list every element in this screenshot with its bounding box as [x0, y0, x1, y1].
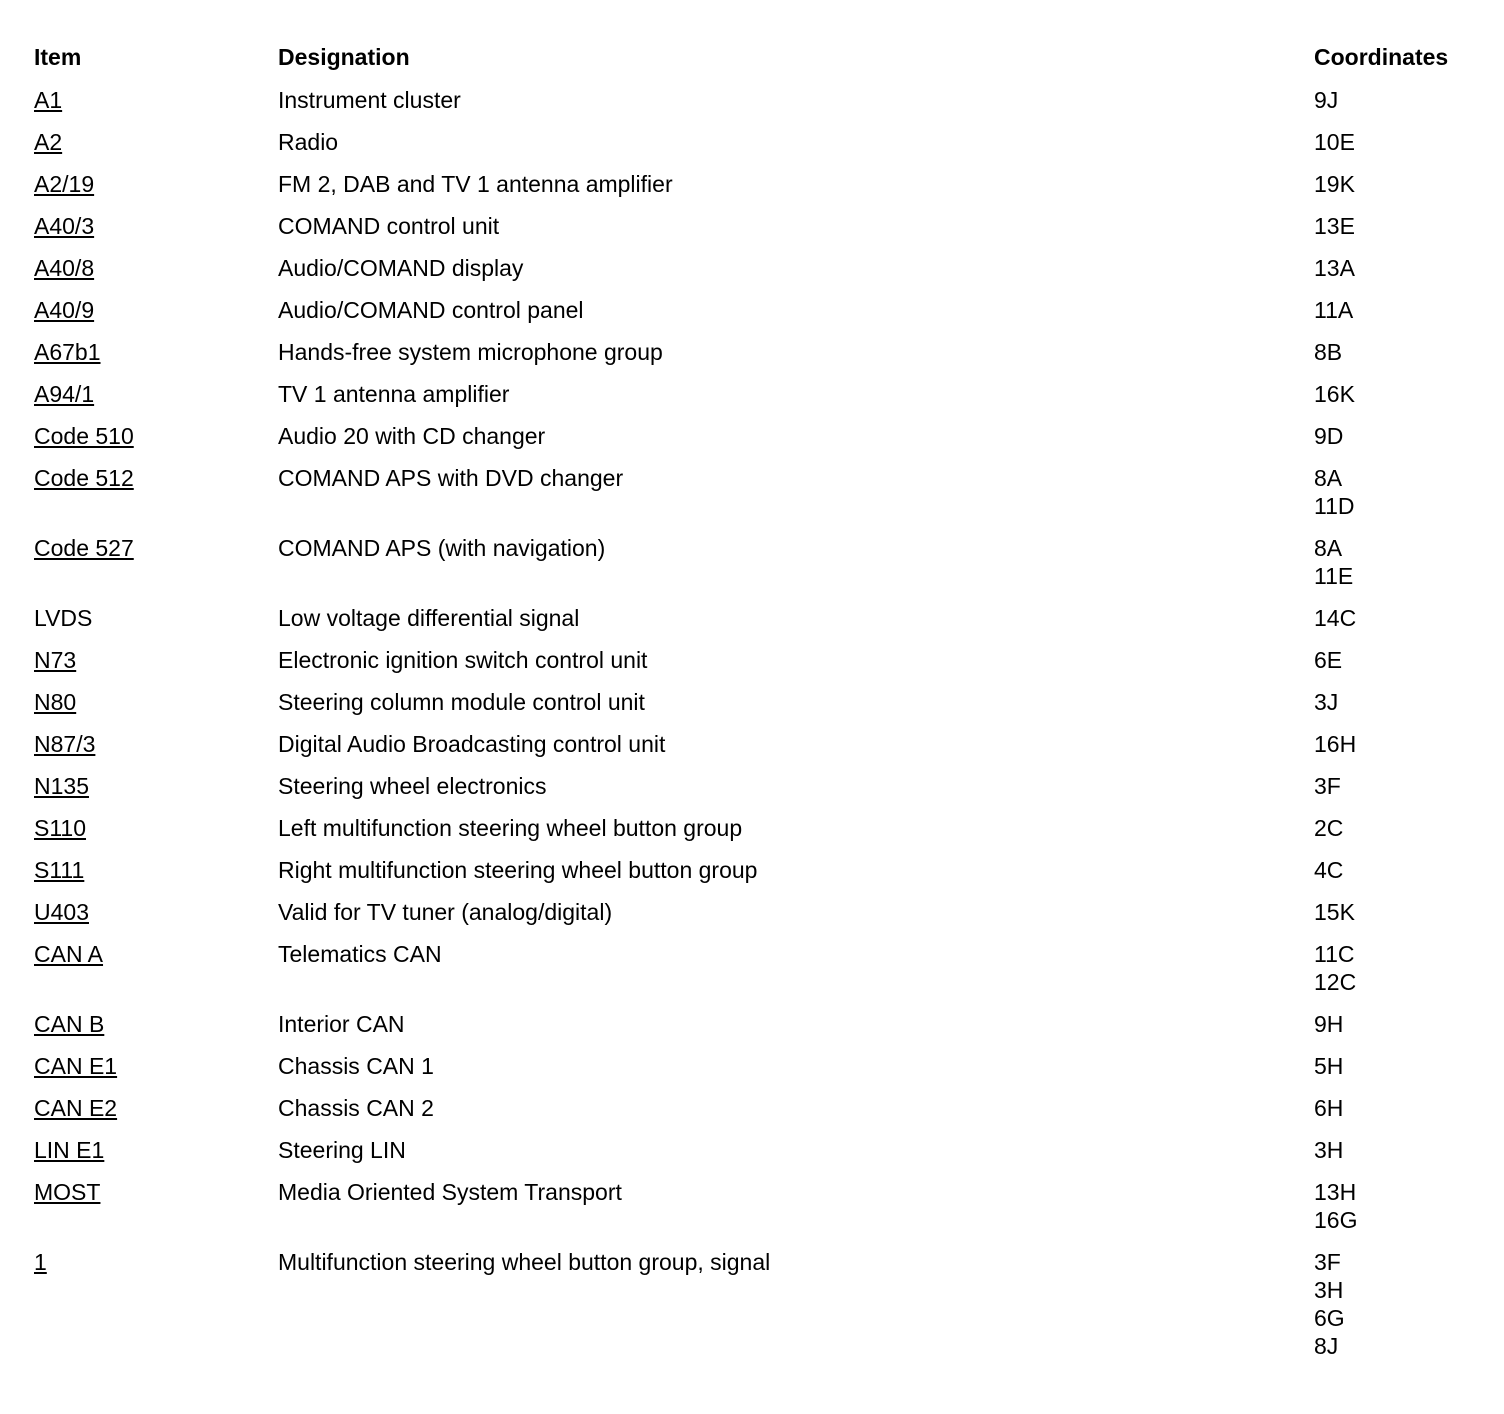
designation-cell: Audio/COMAND display: [278, 255, 524, 281]
coordinates-cell: [1314, 86, 1474, 114]
table-row: [34, 1177, 1474, 1247]
item-cell: [34, 1052, 278, 1080]
item-cell: [34, 464, 278, 492]
designation-cell: Media Oriented System Transport: [278, 1179, 622, 1205]
coordinate-value: 8A: [1314, 535, 1343, 561]
coordinates-cell: [1314, 170, 1474, 198]
item-link[interactable]: LIN E1: [34, 1137, 105, 1163]
item-link[interactable]: A2/19: [34, 171, 95, 197]
designation-cell: Multifunction steering wheel button group, signal: [278, 1249, 771, 1275]
designation-cell: Hands-free system microphone group: [278, 339, 663, 365]
item-link[interactable]: U403: [34, 899, 89, 925]
table-row: [34, 337, 1474, 379]
coordinates-cell: [1314, 212, 1474, 240]
header-coordinates: Coordinates: [1314, 44, 1449, 70]
coordinate-value: 16H: [1314, 731, 1357, 757]
coordinates-cell: [1314, 772, 1474, 800]
coordinate-value: 3H: [1314, 1277, 1344, 1303]
coordinates-cell: [1314, 688, 1474, 716]
item-cell: [34, 646, 278, 674]
coordinates-cell: [1314, 338, 1474, 366]
coordinates-cell: [1314, 1248, 1474, 1360]
designation-cell: Chassis CAN 1: [278, 1053, 434, 1079]
coordinates-cell: [1314, 1010, 1474, 1038]
item-cell: [34, 380, 278, 408]
table-row: [34, 1247, 1474, 1373]
item-cell: [34, 254, 278, 282]
table-row: [34, 421, 1474, 463]
coordinate-value: 9D: [1314, 423, 1344, 449]
coordinate-list: [1314, 338, 1474, 366]
designation-cell: Interior CAN: [278, 1011, 405, 1037]
table-row: [34, 127, 1474, 169]
coordinates-cell: [1314, 296, 1474, 324]
table-row: [34, 533, 1474, 603]
item-cell: [34, 688, 278, 716]
coordinate-list: [1314, 296, 1474, 324]
designation-cell: Audio/COMAND control panel: [278, 297, 584, 323]
item-cell: [34, 1010, 278, 1038]
coordinate-value: 8J: [1314, 1333, 1339, 1359]
coordinate-list: [1314, 534, 1474, 590]
coordinate-list: [1314, 1248, 1474, 1360]
item-cell: [34, 898, 278, 926]
coordinate-list: [1314, 128, 1474, 156]
coordinate-list: [1314, 380, 1474, 408]
item-link[interactable]: Code 527: [34, 535, 134, 561]
coordinate-list: [1314, 464, 1474, 520]
designation-cell: Steering LIN: [278, 1137, 406, 1163]
item-cell: [34, 338, 278, 366]
item-cell: [34, 422, 278, 450]
designation-cell: Audio 20 with CD changer: [278, 423, 546, 449]
coordinate-value: 16G: [1314, 1207, 1358, 1233]
item-cell: [34, 772, 278, 800]
coordinate-value: 11A: [1314, 297, 1354, 323]
coordinate-value: 6E: [1314, 647, 1343, 673]
item-cell: [34, 940, 278, 968]
coordinate-value: 3H: [1314, 1137, 1344, 1163]
item-link[interactable]: N87/3: [34, 731, 96, 757]
header-designation: Designation: [278, 44, 410, 70]
item-cell: [34, 1178, 278, 1206]
item-link[interactable]: S111: [34, 857, 85, 883]
designation-cell: Electronic ignition switch control unit: [278, 647, 648, 673]
item-cell: [34, 170, 278, 198]
designation-cell: Digital Audio Broadcasting control unit: [278, 731, 666, 757]
table-row: [34, 379, 1474, 421]
coordinate-value: 6G: [1314, 1305, 1345, 1331]
coordinate-list: [1314, 1052, 1474, 1080]
header-item: Item: [34, 44, 82, 70]
table-row: [34, 687, 1474, 729]
item-link[interactable]: S110: [34, 815, 87, 841]
coordinate-value: 3F: [1314, 773, 1341, 799]
table-row: [34, 645, 1474, 687]
coordinates-cell: [1314, 1178, 1474, 1234]
table-row: [34, 939, 1474, 1009]
item-link[interactable]: A40/3: [34, 213, 95, 239]
coordinate-list: [1314, 212, 1474, 240]
table-row: [34, 1009, 1474, 1051]
item-link[interactable]: CAN E1: [34, 1053, 118, 1079]
item-label: LVDS: [34, 605, 93, 631]
coordinates-cell: [1314, 1094, 1474, 1122]
coordinate-value: 15K: [1314, 899, 1355, 925]
coordinates-cell: [1314, 254, 1474, 282]
coordinate-value: 13E: [1314, 213, 1355, 239]
coordinate-value: 2C: [1314, 815, 1344, 841]
designation-cell: Instrument cluster: [278, 87, 461, 113]
item-cell: [34, 212, 278, 240]
designation-cell: Valid for TV tuner (analog/digital): [278, 899, 613, 925]
coordinate-value: 13A: [1314, 255, 1355, 281]
table-row: [34, 1135, 1474, 1177]
designation-cell: Steering wheel electronics: [278, 773, 547, 799]
item-link[interactable]: A40/8: [34, 255, 95, 281]
item-cell: [34, 296, 278, 324]
coordinates-cell: [1314, 730, 1474, 758]
coordinate-value: 16K: [1314, 381, 1355, 407]
coordinate-list: [1314, 1010, 1474, 1038]
item-cell: [34, 856, 278, 884]
coordinate-list: [1314, 254, 1474, 282]
coordinate-list: [1314, 422, 1474, 450]
designation-cell: Chassis CAN 2: [278, 1095, 434, 1121]
coordinate-value: 9H: [1314, 1011, 1344, 1037]
coordinates-cell: [1314, 464, 1474, 520]
item-link[interactable]: N80: [34, 689, 77, 715]
coordinate-value: 8B: [1314, 339, 1343, 365]
coordinate-value: 10E: [1314, 129, 1355, 155]
table-row: [34, 169, 1474, 211]
item-link[interactable]: A67b1: [34, 339, 101, 365]
coordinates-cell: [1314, 1136, 1474, 1164]
table-row: [34, 729, 1474, 771]
item-cell: [34, 604, 278, 632]
coordinate-value: 4C: [1314, 857, 1344, 883]
coordinates-cell: [1314, 128, 1474, 156]
coordinate-value: 3F: [1314, 1249, 1341, 1275]
designation-cell: COMAND control unit: [278, 213, 500, 239]
item-link[interactable]: 1: [34, 1249, 47, 1275]
coordinate-value: 12C: [1314, 969, 1357, 995]
table-row: [34, 855, 1474, 897]
coordinate-list: [1314, 898, 1474, 926]
table-row: [34, 85, 1474, 127]
item-link[interactable]: A40/9: [34, 297, 95, 323]
table-row: [34, 771, 1474, 813]
item-cell: [34, 86, 278, 114]
item-link[interactable]: CAN E2: [34, 1095, 118, 1121]
coordinates-cell: [1314, 856, 1474, 884]
table-row: [34, 1051, 1474, 1093]
table-row: [34, 603, 1474, 645]
coordinate-value: 11D: [1314, 493, 1355, 519]
coordinate-list: [1314, 940, 1474, 996]
table-row: [34, 253, 1474, 295]
table-row: [34, 1093, 1474, 1135]
coordinate-list: [1314, 646, 1474, 674]
item-link[interactable]: MOST: [34, 1179, 101, 1205]
coordinate-list: [1314, 1094, 1474, 1122]
coordinate-value: 9J: [1314, 87, 1339, 113]
coordinate-value: 11E: [1314, 563, 1354, 589]
table-row: [34, 813, 1474, 855]
item-link[interactable]: Code 512: [34, 465, 134, 491]
table-row: [34, 211, 1474, 253]
coordinate-value: 5H: [1314, 1053, 1344, 1079]
coordinate-list: [1314, 772, 1474, 800]
coordinate-list: [1314, 170, 1474, 198]
designation-cell: Right multifunction steering wheel button group: [278, 857, 758, 883]
table-header: [34, 42, 1474, 85]
coordinate-value: 8A: [1314, 465, 1343, 491]
item-cell: [34, 1248, 278, 1276]
coordinates-cell: [1314, 380, 1474, 408]
coordinate-value: 14C: [1314, 605, 1357, 631]
item-cell: [34, 1094, 278, 1122]
coordinate-list: [1314, 604, 1474, 632]
item-cell: [34, 534, 278, 562]
coordinate-list: [1314, 1136, 1474, 1164]
coordinates-cell: [1314, 814, 1474, 842]
item-cell: [34, 814, 278, 842]
item-cell: [34, 730, 278, 758]
table-body: [34, 85, 1474, 1373]
coordinate-list: [1314, 814, 1474, 842]
item-cell: [34, 128, 278, 156]
designation-cell: Telematics CAN: [278, 941, 442, 967]
item-link[interactable]: A1: [34, 87, 63, 113]
coordinates-cell: [1314, 646, 1474, 674]
coordinate-value: 19K: [1314, 171, 1355, 197]
item-link[interactable]: CAN B: [34, 1011, 105, 1037]
item-link[interactable]: N135: [34, 773, 89, 799]
coordinate-value: 6H: [1314, 1095, 1344, 1121]
coordinate-value: 13H: [1314, 1179, 1357, 1205]
coordinate-list: [1314, 688, 1474, 716]
designation-cell: TV 1 antenna amplifier: [278, 381, 510, 407]
designation-cell: Radio: [278, 129, 339, 155]
coordinate-list: [1314, 730, 1474, 758]
item-link[interactable]: CAN A: [34, 941, 104, 967]
coordinate-list: [1314, 856, 1474, 884]
coordinates-cell: [1314, 940, 1474, 996]
coordinate-value: 3J: [1314, 689, 1339, 715]
item-link[interactable]: A2: [34, 129, 63, 155]
coordinate-list: [1314, 86, 1474, 114]
coordinates-cell: [1314, 534, 1474, 590]
item-link[interactable]: A94/1: [34, 381, 95, 407]
coordinates-cell: [1314, 604, 1474, 632]
coordinate-value: 11C: [1314, 941, 1355, 967]
table-row: [34, 897, 1474, 939]
coordinates-cell: [1314, 1052, 1474, 1080]
designation-cell: COMAND APS (with navigation): [278, 535, 606, 561]
item-link[interactable]: Code 510: [34, 423, 134, 449]
designation-cell: FM 2, DAB and TV 1 antenna amplifier: [278, 171, 673, 197]
item-cell: [34, 1136, 278, 1164]
designation-cell: COMAND APS with DVD changer: [278, 465, 624, 491]
coordinates-cell: [1314, 422, 1474, 450]
designation-cell: Steering column module control unit: [278, 689, 645, 715]
designation-cell: Low voltage differential signal: [278, 605, 580, 631]
legend-table: [34, 42, 1474, 1373]
table-row: [34, 463, 1474, 533]
table-row: [34, 295, 1474, 337]
coordinates-cell: [1314, 898, 1474, 926]
coordinate-list: [1314, 1178, 1474, 1234]
item-link[interactable]: N73: [34, 647, 77, 673]
designation-cell: Left multifunction steering wheel button group: [278, 815, 743, 841]
